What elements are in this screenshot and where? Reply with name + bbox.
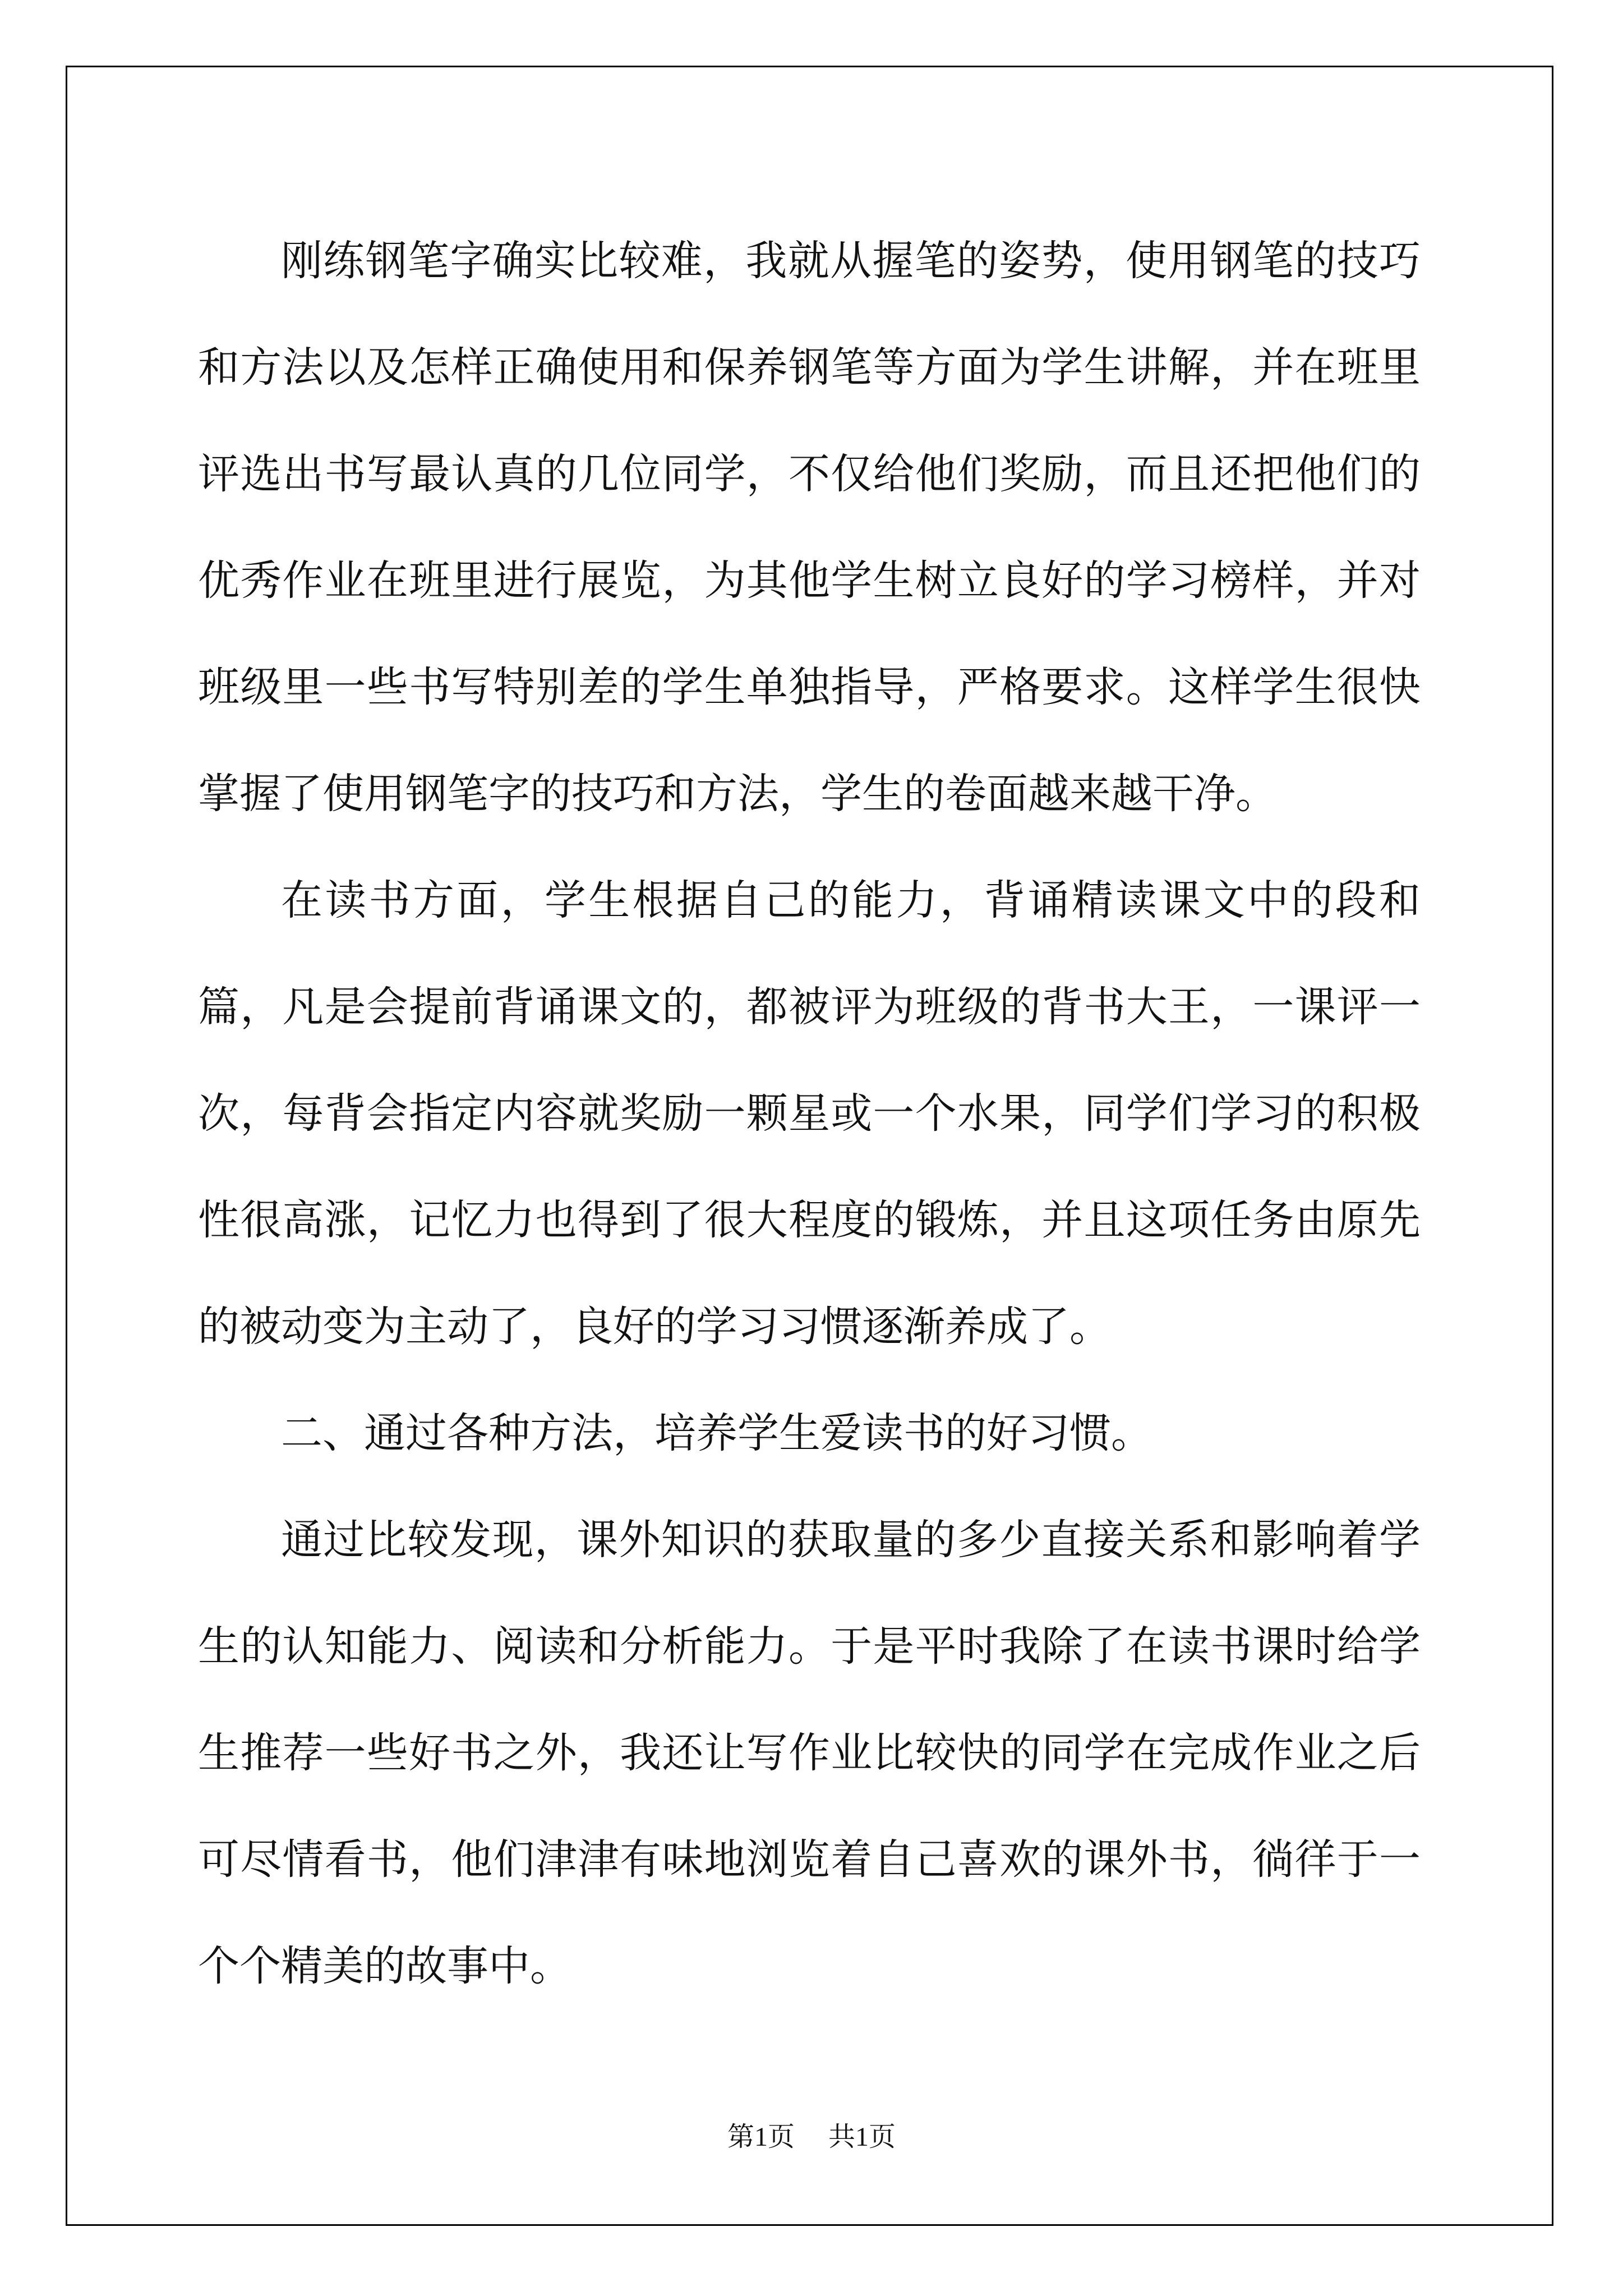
page-footer bbox=[0, 2120, 1623, 2154]
section-heading: 二、通过各种方法，培养学生爱读书的好习惯。 bbox=[281, 1409, 1152, 1457]
paragraph: 通过比较发现，课外知识的获取量的多少直接关系和影响着学生的认知能力、阅读和分析能力。于是平时我除了在读书课时给学生推荐一些好书之外，我还让写作业比较快的同学在完成作业之后可尽情看书，他们津津有味地浏览着自己喜欢的课外书，徜徉于一个个精美的故事中。 bbox=[198, 1516, 1421, 1990]
paragraph: 刚练钢笔字确实比较难，我就从握笔的姿势，使用钢笔的技巧和方法以及怎样正确使用和保养钢笔等方面为学生讲解，并在班里评选出书写最认真的几位同学，不仅给他们奖励，而且还把他们的优秀作业在班里进行展览，为其他学生树立良好的学习榜样，并对班级里一些书写特别差的学生单独指导，严格要求。这样学生很快掌握了使用钢笔字的技巧和方法，学生的卷面越来越干净。 bbox=[198, 237, 1421, 818]
page-number: 第1页 bbox=[727, 2122, 795, 2152]
document-body bbox=[198, 208, 1421, 2019]
page-total: 共1页 bbox=[828, 2122, 896, 2152]
paragraph: 在读书方面，学生根据自己的能力，背诵精读课文中的段和篇，凡是会提前背诵课文的，都被评为班级的背书大王，一课评一次，每背会指定内容就奖励一颗星或一个水果，同学们学习的积极性很高涨，记忆力也得到了很大程度的锻炼，并且这项任务由原先的被动变为主动了，良好的学习习惯逐渐养成了。 bbox=[198, 876, 1421, 1351]
